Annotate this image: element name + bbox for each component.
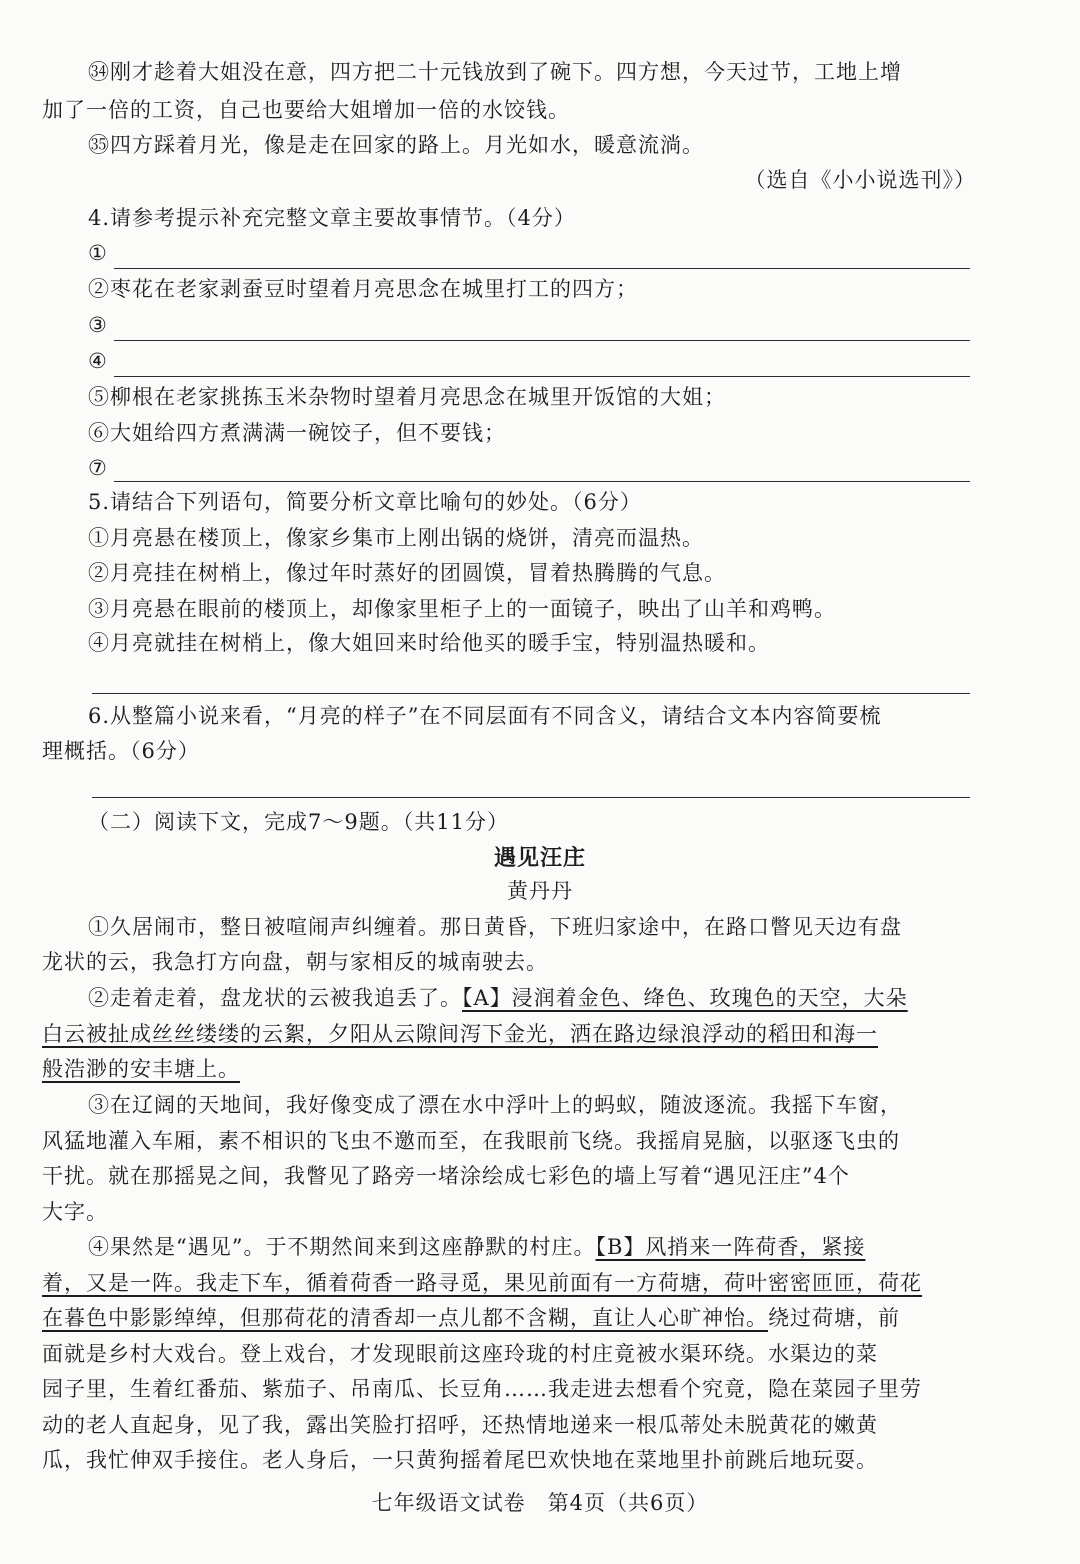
article-p3-line-1: ③在辽阔的天地间，我好像变成了漂在水中浮叶上的蚂蚁，随波逐流。我摇下车窗，	[88, 1093, 902, 1117]
q5-sentence-2: ②月亮挂在树梢上，像过年时蒸好的团圆馍，冒着热腾腾的气息。	[88, 561, 726, 585]
q4-item-2: ②枣花在老家剥蚕豆时望着月亮思念在城里打工的四方；	[88, 277, 638, 301]
article-p4-line-1-text: ④果然是“遇见”。于不期然间来到这座静默的村庄。	[88, 1235, 596, 1259]
article-p3-line-3: 干扰。就在那摇晃之间，我瞥见了路旁一堵涂绘成七彩色的墙上写着“遇见汪庄”4个	[42, 1164, 850, 1188]
article-p3-line-4: 大字。	[42, 1200, 108, 1224]
q4-item-7-label: ⑦	[88, 456, 107, 480]
article-p2-line-1	[88, 983, 1080, 1013]
article-p4-line-6: 动的老人直起身，见了我，露出笑脸打招呼，还热情地递来一根瓜蒂处未脱黄花的嫩黄	[42, 1413, 878, 1437]
section-2-header: （二）阅读下文，完成7～9题。（共11分）	[88, 810, 509, 834]
q5-sentence-1: ①月亮悬在楼顶上，像家乡集市上刚出锅的烧饼，清亮而温热。	[88, 526, 704, 550]
article-title: 遇见汪庄	[493, 845, 586, 871]
article-p1-line-2: 龙状的云，我急打方向盘，朝与家相反的城南驶去。	[42, 950, 548, 974]
article-p1-line-1: ①久居闹市，整日被喧闹声纠缠着。那日黄昏，下班归家途中，在路口瞥见天边有盘	[88, 915, 902, 939]
paragraph-35: ㉟四方踩着月光，像是走在回家的路上。月光如水，暖意流淌。	[88, 133, 704, 157]
marked-sentence-A-start: 【A】浸润着金色、绛色、玫瑰色的天空，大朵	[462, 986, 908, 1010]
q5-sentence-3: ③月亮悬在眼前的楼顶上，却像家里柜子上的一面镜子，映出了山羊和鸡鸭。	[88, 597, 836, 621]
question-6-line-2: 理概括。（6分）	[42, 739, 200, 763]
marked-sentence-B-start: 【B】风捎来一阵荷香，紧接	[595, 1235, 866, 1259]
q4-item-6: ⑥大姐给四方煮满满一碗饺子，但不要钱；	[88, 421, 506, 445]
question-5-title: 5.请结合下列语句，简要分析文章比喻句的妙处。（6分）	[88, 490, 642, 514]
paragraph-34-line-2: 加了一倍的工资，自己也要给大姐增加一倍的水饺钱。	[42, 98, 570, 122]
marked-sentence-B-line-2: 着，又是一阵。我走下车，循着荷香一路寻觅，果见前面有一方荷塘，荷叶密密匝匝，荷花	[42, 1271, 922, 1295]
q4-item-1-label: ①	[88, 241, 107, 265]
article-p4-line-4: 面就是乡村大戏台。登上戏台，才发现眼前这座玲珑的村庄竟被水渠环绕。水渠边的菜	[42, 1342, 878, 1366]
marked-sentence-A-line-3: 般浩渺的安丰塘上。	[42, 1057, 240, 1081]
article-p4-line-7: 瓜，我忙伸双手接住。老人身后，一只黄狗摇着尾巴欢快地在菜地里扑前跳后地玩耍。	[42, 1448, 878, 1472]
q4-item-4-label: ④	[88, 349, 107, 373]
marked-sentence-A-line-2: 白云被扯成丝丝缕缕的云絮，夕阳从云隙间泻下金光，洒在路边绿浪浮动的稻田和海一	[42, 1022, 878, 1046]
q4-answer-line-3[interactable]	[114, 340, 970, 341]
marked-sentence-B-line-3: 在暮色中影影绰绰，但那荷花的清香却一点儿都不含糊，直让人心旷神怡。	[42, 1306, 768, 1330]
q4-answer-line-1[interactable]	[114, 268, 970, 269]
paragraph-34-line-1: ㉞刚才趁着大姐没在意，四方把二十元钱放到了碗下。四方想，今天过节，工地上增	[88, 60, 902, 84]
source-citation: （选自《小小说选刊》）	[744, 168, 976, 192]
q5-sentence-4: ④月亮就挂在树梢上，像大姐回来时给他买的暖手宝，特别温热暖和。	[88, 631, 770, 655]
article-p4-line-3	[42, 1303, 1042, 1333]
article-p3-line-2: 风猛地灌入车厢，素不相识的飞虫不邀而至，在我眼前飞绕。我摇肩晃脑，以驱逐飞虫的	[42, 1129, 900, 1153]
page-footer: 七年级语文试卷 第4页（共6页）	[371, 1491, 709, 1515]
q4-item-3-label: ③	[88, 313, 107, 337]
q5-answer-line[interactable]	[92, 693, 970, 694]
article-p4-line-1	[88, 1232, 1080, 1262]
article-author: 黄丹丹	[507, 879, 573, 903]
question-4-title: 4.请参考提示补充完整文章主要故事情节。（4分）	[88, 206, 576, 230]
article-p4-line-3-rest: 绕过荷塘，前	[768, 1306, 900, 1330]
article-p2-line-1-text: ②走着走着，盘龙状的云被我追丢了。	[88, 986, 462, 1010]
article-p4-line-5: 园子里，生着红番茄、紫茄子、吊南瓜、长豆角……我走进去想看个究竟，隐在菜园子里劳	[42, 1377, 922, 1401]
q4-item-5: ⑤柳根在老家挑拣玉米杂物时望着月亮思念在城里开饭馆的大姐；	[88, 385, 726, 409]
q4-answer-line-4[interactable]	[114, 376, 970, 377]
question-6-line-1: 6.从整篇小说来看，“月亮的样子”在不同层面有不同含义，请结合文本内容简要梳	[88, 704, 882, 728]
q4-answer-line-7[interactable]	[114, 481, 970, 482]
q6-answer-line[interactable]	[92, 797, 970, 798]
